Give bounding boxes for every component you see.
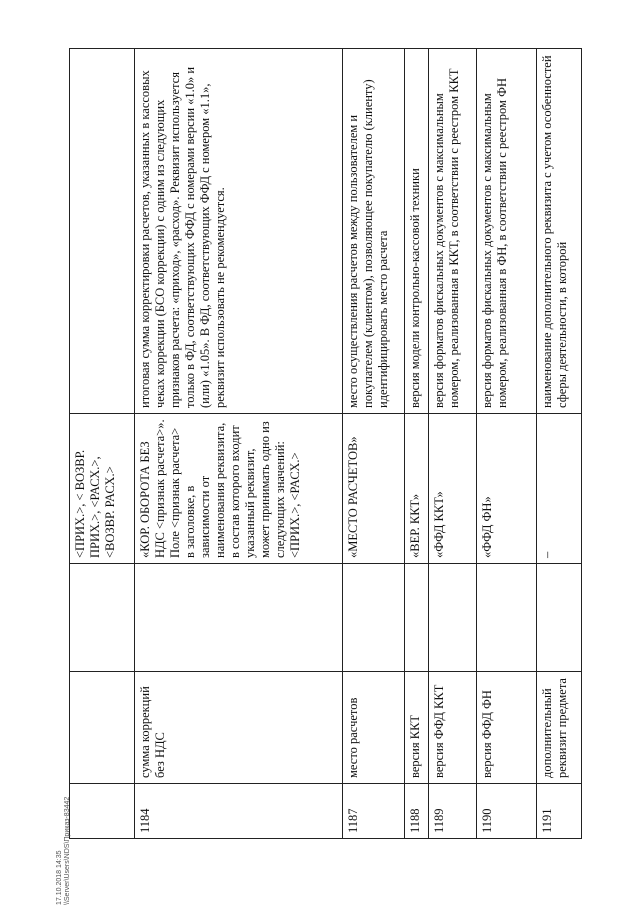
print-form-cell: «ВЕР. ККТ»: [405, 414, 429, 564]
requisite-name-cell: место расчетов: [343, 672, 405, 784]
format-cell: [135, 564, 343, 672]
tag-number-cell: 1187: [343, 784, 405, 839]
file-path-stamp: [56, 765, 72, 905]
description-cell: версия форматов фискальных документов с максимальным номером, реализованная в ККТ, в соответствии с реестром ККТ: [429, 49, 477, 414]
table-row: [405, 49, 429, 839]
tag-number-cell: 1189: [429, 784, 477, 839]
table-row: [70, 49, 135, 839]
requisite-name-cell: версия ФФД ККТ: [429, 672, 477, 784]
tag-number-cell: 1184: [135, 784, 343, 839]
print-form-cell: «ФФД ККТ»: [429, 414, 477, 564]
requisite-name-cell: дополнительный реквизит предмета: [537, 672, 582, 784]
description-cell: [70, 49, 135, 414]
tag-number-cell: 1190: [477, 784, 537, 839]
format-cell: [537, 564, 582, 672]
table-row: [537, 49, 582, 839]
table-row: [477, 49, 537, 839]
format-cell: [429, 564, 477, 672]
table-row: [135, 49, 343, 839]
requisite-name-cell: сумма коррекций без НДС: [135, 672, 343, 784]
print-form-cell: «ФФД ФН»: [477, 414, 537, 564]
rotated-document-page: [69, 49, 569, 839]
tag-number-cell: 1188: [405, 784, 429, 839]
tag-number-cell: 1191: [537, 784, 582, 839]
stamp-date: 17.10.2018 14:35: [56, 850, 63, 905]
table-row: [429, 49, 477, 839]
requisite-name-cell: [70, 672, 135, 784]
table-row: [343, 49, 405, 839]
description-cell: наименование дополнительного реквизита с учетом особенностей сферы деятельности, в которой: [537, 49, 582, 414]
stamp-path: \\Server\Users\NDS\Приказ-83442: [64, 796, 71, 905]
description-cell: место осуществления расчетов между пользователем и покупателем (клиентом), позволяющее покупателю (клиенту) идентифицировать место расчета: [343, 49, 405, 414]
description-cell: версия форматов фискальных документов с максимальным номером, реализованная в ФН, в соответствии с реестром ФН: [477, 49, 537, 414]
format-cell: [405, 564, 429, 672]
print-form-cell: «МЕСТО РАСЧЕТОВ»: [343, 414, 405, 564]
description-cell: итоговая сумма корректировки расчетов, указанных в кассовых чеках коррекции (БСО коррекции) с одним из следующих признаков расчета: «приход», «расход». Реквизит используется только в ФД, соответствующих ФФД с номерами версии «1.0» и (или) «1.05». В ФД, соответствующих ФФД с номером «1.1», реквизит использовать не рекомендуется.: [135, 49, 343, 414]
print-form-cell: <ПРИХ.>, < ВОЗВР. ПРИХ.>, <РАСХ.>, <ВОЗВР. РАСХ.>: [70, 414, 135, 564]
requisites-table: [69, 48, 582, 839]
print-form-cell: «КОР. ОБОРОТА БЕЗ НДС <признак расчета>». Поле <признак расчета> в заголовке, в зависимости от наименования реквизита, в состав которого входит указанный реквизит, может принимать одно из следующих значений: <ПРИХ.>, <РАСХ.>: [135, 414, 343, 564]
requisite-name-cell: версия ККТ: [405, 672, 429, 784]
tag-number-cell: [70, 784, 135, 839]
format-cell: [343, 564, 405, 672]
format-cell: [70, 564, 135, 672]
format-cell: [477, 564, 537, 672]
description-cell: версия модели контрольно-кассовой техники: [405, 49, 429, 414]
print-form-cell: –: [537, 414, 582, 564]
requisite-name-cell: версия ФФД ФН: [477, 672, 537, 784]
